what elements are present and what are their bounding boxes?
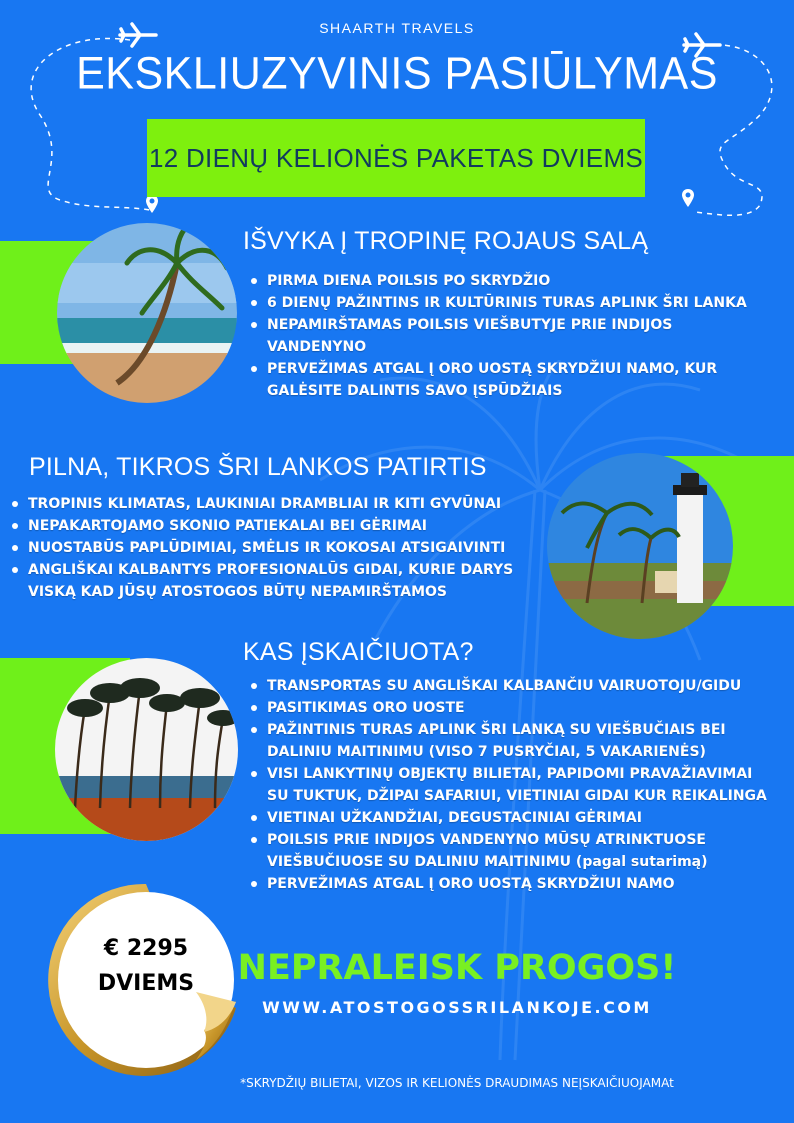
list-item: NEPAKARTOJAMO SKONIO PATIEKALAI BEI GĖRIMAI xyxy=(8,515,528,537)
lighthouse-photo xyxy=(547,453,733,639)
list-item: PIRMA DIENA POILSIS PO SKRYDŽIO xyxy=(247,270,757,292)
list-item: POILSIS PRIE INDIJOS VANDENYNO MŪSŲ ATRINKTUOSE VIEŠBUČIUOSE SU DALINIU MAITINIMU (pagal sutarimą) xyxy=(247,829,767,873)
package-banner-text: 12 DIENŲ KELIONĖS PAKETAS DVIEMS xyxy=(148,143,644,173)
list-item: ANGLIŠKAI KALBANTYS PROFESIONALŪS GIDAI, KURIE DARYS VISKĄ KAD JŪSŲ ATOSTOGOS BŪTŲ NEPAMIRŠTAMOS xyxy=(8,559,528,603)
section2-list xyxy=(8,493,528,603)
section3-list xyxy=(247,675,767,895)
list-item: TRANSPORTAS SU ANGLIŠKAI KALBANČIU VAIRUOTOJU/GIDU xyxy=(247,675,767,697)
list-item: NEPAMIRŠTAMAS POILSIS VIEŠBUTYJE PRIE INDIJOS VANDENYNO xyxy=(247,314,757,358)
brand-name: SHAARTH TRAVELS xyxy=(319,20,475,36)
cta-heading: NEPRALEISK PROGOS! xyxy=(237,948,677,988)
price-label: DVIEMS xyxy=(97,971,195,996)
website-link[interactable]: WWW.ATOSTOGOSSRILANKOJE.COM xyxy=(262,998,652,1017)
beach-palm-photo xyxy=(57,223,237,403)
section1-list xyxy=(247,270,757,402)
list-item: PERVEŽIMAS ATGAL Į ORO UOSTĄ SKRYDŽIUI NAMO, KUR GALĖSITE DALINTIS SAVO ĮSPŪDŽIAIS xyxy=(247,358,757,402)
price-amount: € 2295 xyxy=(103,936,189,961)
list-item: TROPINIS KLIMATAS, LAUKINIAI DRAMBLIAI IR KITI GYVŪNAI xyxy=(8,493,528,515)
list-item: VISI LANKYTINŲ OBJEKTŲ BILIETAI, PAPIDOMI PRAVAŽIAVIMAI SU TUKTUK, DŽIPAI SAFARIUI, VIETINIAI GIDAI KUR REIKALINGA xyxy=(247,763,767,807)
section1-heading: IŠVYKA Į TROPINĘ ROJAUS SALĄ xyxy=(243,227,649,255)
location-pin-icon xyxy=(681,188,695,208)
section2-heading: PILNA, TIKROS ŠRI LANKOS PATIRTIS xyxy=(29,453,487,481)
list-item: PASITIKIMAS ORO UOSTE xyxy=(247,697,767,719)
section3-heading: KAS ĮSKAIČIUOTA? xyxy=(243,638,474,666)
footnote: *SKRYDŽIŲ BILIETAI, VIZOS IR KELIONĖS DRAUDIMAS NEĮSKAIČIUOJAMAt xyxy=(240,1076,674,1090)
list-item: PAŽINTINIS TURAS APLINK ŠRI LANKĄ SU VIEŠBUČIAIS BEI DALINIU MAITINIMU (VISO 7 PUSRYČIAI, 5 VAKARIENĖS) xyxy=(247,719,767,763)
list-item: PERVEŽIMAS ATGAL Į ORO UOSTĄ SKRYDŽIUI NAMO xyxy=(247,873,767,895)
palm-grove-photo xyxy=(55,658,238,841)
list-item: NUOSTABŪS PAPLŪDIMIAI, SMĖLIS IR KOKOSAI ATSIGAIVINTI xyxy=(8,537,528,559)
list-item: VIETINAI UŽKANDŽIAI, DEGUSTACINIAI GĖRIMAI xyxy=(247,807,767,829)
list-item: 6 DIENŲ PAŽINTINS IR KULTŪRINIS TURAS APLINK ŠRI LANKA xyxy=(247,292,757,314)
location-pin-icon xyxy=(145,194,159,214)
page-title: EKSKLIUZYVINIS PASIŪLYMAS xyxy=(76,48,718,100)
